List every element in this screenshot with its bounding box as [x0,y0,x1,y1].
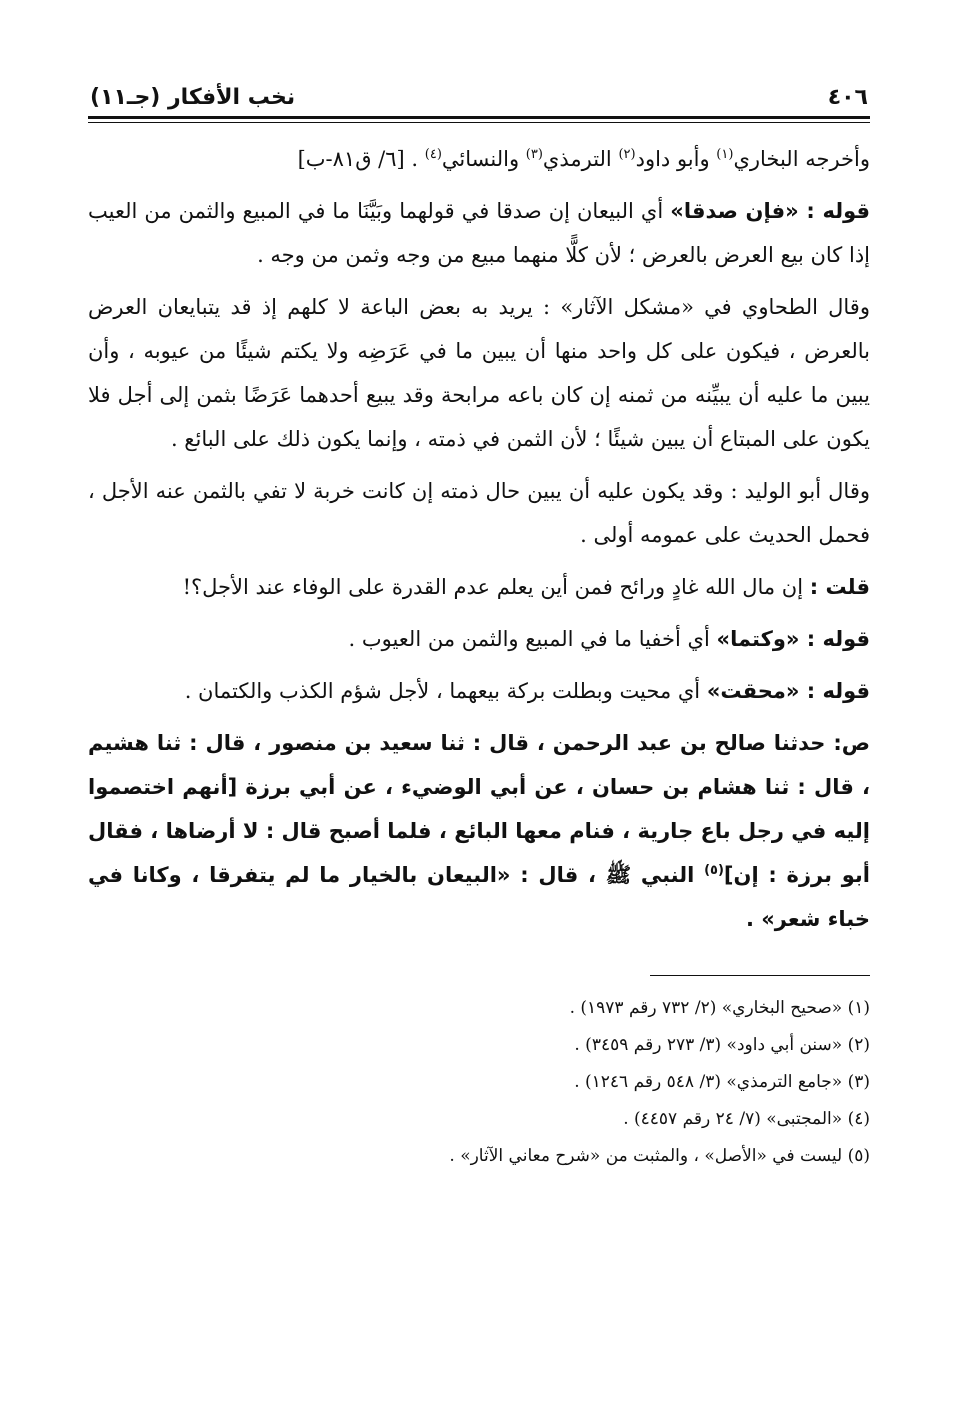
para1-text-c: الترمذي [542,147,619,171]
footnote-3: (٣) «جامع الترمذي» (٣/ ٥٤٨ رقم ١٢٤٦) . [574,1072,870,1092]
paragraph-sources [88,137,870,181]
running-header [88,60,870,116]
para6-text: أي أخفيا ما في المبيع والثمن من العيوب . [348,627,717,651]
header-rule-thick [88,116,870,119]
para2-text: أي البيعان إن صدقا في قولهما وبَيَّنَا ما في المبيع والثمن من العيب إذا كان بيع العرض بالعرض ؛ لأن كلًّا منهما مبيع من وجه وثمن من وجه . [88,199,870,267]
para1-text-e: . [٦/ ق٨١-ب] [297,147,425,171]
paragraph-abu-al-walid [88,469,870,557]
paragraph-tahawi [88,285,870,461]
footnote-ref-1: (١) [716,147,734,162]
para6-lead: قوله : «وكتما» [716,627,870,651]
para7-lead: قوله : «محقت» [706,679,870,703]
para3-text: وقال الطحاوي في «مشكل الآثار» : يريد به بعض الباعة لا كلهم إذ قد يتبايعان العرض بالعرض ، فيكون على كل واحد منها أن يبين ما في عَرَضِه ولا يكتم شيئًا من عيوبه ، وأن يبين ما عليه أن يبيِّنه من ثمنه إن كان باعه مرابحة وقد يبيع أحدهما عَرَضًا بثمن إلى أجل فلا يكون على المبتاع أن يبين شيئًا ؛ لأن الثمن في ذمته ، وإنما يكون ذلك على البائع . [88,295,870,451]
para8-text-a: ص: حدثنا صالح بن عبد الرحمن ، قال : ثنا سعيد بن منصور ، قال : ثنا هشيم ، قال : ثنا هشام بن حسان ، عن أبي الوضيء ، عن أبي برزة [أنهم اختصموا إليه في رجل باع جارية ، فنام معها البائع ، فلما أصبح قال : لا أرضاها ، فقال أبو برزة : إن] [88,731,870,887]
paragraph-katama [88,617,870,661]
para7-text: أي محيت وبطلت بركة بيعهما ، لأجل شؤم الكذب والكتمان . [184,679,707,703]
paragraph-in-sadaqa [88,189,870,277]
header-rule-thin [88,122,870,123]
para1-text-a: وأخرجه البخاري [733,147,870,171]
footnote-ref-2: (٢) [618,147,636,162]
footnotes [88,990,870,1175]
footnote-5: (٥) ليست في «الأصل» ، والمثبت من «شرح معاني الآثار» . [449,1146,870,1166]
para8-text-b: النبي ﷺ ، قال : «البيعان بالخيار ما لم يتفرقا ، وكانا في خباء شعر» . [88,863,870,931]
para4-text: وقال أبو الوليد : وقد يكون عليه أن يبين حال ذمته إن كانت خربة لا تفي بالثمن عنه الأجل ، فحمل الحديث على عمومه أولى . [88,479,870,547]
footnote-1: (١) «صحيح البخاري» (٢/ ٧٣٢ رقم ١٩٧٣) . [569,998,870,1018]
para5-text: إن مال الله غادٍ ورائح فمن أين يعلم عدم القدرة على الوفاء عند الأجل؟! [182,575,810,599]
paragraph-muhiqat [88,669,870,713]
footnote-ref-3: (٣) [525,147,543,162]
book-title: نخب الأفكار (جـ١١) [90,85,296,110]
footnote-2: (٢) «سنن أبي داود» (٣/ ٢٧٣ رقم ٣٤٥٩) . [574,1035,870,1055]
paragraph-hadith-chain [88,721,870,941]
footnote-ref-5: (٥) [704,863,724,878]
document-page [88,60,870,1175]
page-number: ٤٠٦ [827,85,868,110]
para2-lead: قوله : «فإن صدقا» [670,199,870,223]
main-text [88,137,870,941]
para1-text-b: وأبو داود [635,147,717,171]
footnote-ref-4: (٤) [424,147,442,162]
paragraph-qultu [88,565,870,609]
footnote-4: (٤) «المجتبى» (٧/ ٢٤ رقم ٤٤٥٧) . [623,1109,870,1129]
para5-lead: قلت : [809,575,870,599]
footnote-separator [650,975,870,976]
para1-text-d: والنسائي [441,147,526,171]
